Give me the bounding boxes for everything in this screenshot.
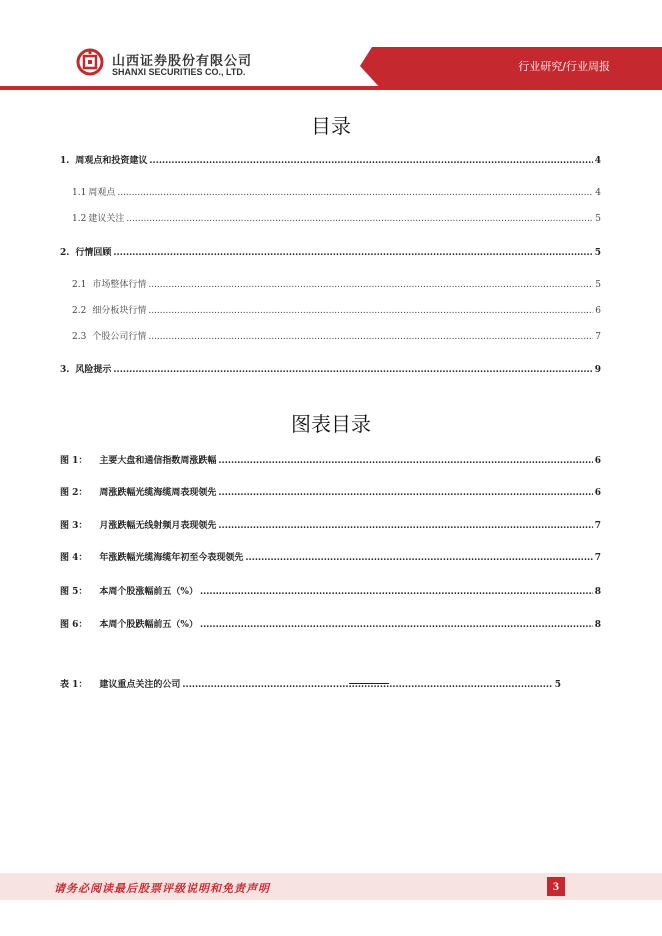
toc-item-page: 4 [595,188,601,198]
figures-title: 图表目录 [291,412,371,436]
toc-item-number: 2.2 [72,306,87,316]
figure-item-label: 周涨跌幅光缆海缆周表现领先 [99,488,217,498]
toc-item-label: 行情回顾 [75,248,112,258]
figure-item-5[interactable] [60,584,601,597]
figure-item-page: 8 [594,620,601,630]
figure-item-page: 6 [594,456,601,466]
toc-item-label: 细分板块行情 [92,306,147,316]
toc-leader [149,156,592,166]
toc-item-page: 9 [594,365,601,375]
toc-item-3[interactable] [60,362,601,375]
toc-item-number: 2.3 [72,332,87,342]
toc-item-label: 周观点 [88,188,116,198]
toc-item-label: 周观点和投资建议 [75,156,148,166]
figure-item-label: 月涨跌幅无线射频月表现领先 [99,521,217,531]
toc-item-label: 建议关注 [88,214,125,224]
figure-item-number: 图 5： [60,587,88,597]
header-band [0,0,662,90]
figure-item-number: 图 2： [60,488,88,498]
toc-item-number: 3. [60,365,70,375]
toc-leader [117,188,593,198]
toc-item-page: 5 [594,248,601,258]
toc-leader [182,680,552,690]
toc-item-2-1[interactable] [72,277,601,290]
company-name-en: SHANXI SECURITIES CO., LTD. [112,67,246,77]
toc-leader [126,214,593,224]
report-type: 行业研究/行业周报 [518,60,610,73]
table-item-page: 5 [554,680,561,690]
toc-item-2-3[interactable] [72,329,601,342]
figure-item-page: 7 [594,521,601,531]
toc-title: 目录 [311,114,351,138]
toc-leader [113,248,592,258]
toc-leader [218,488,592,498]
toc-item-label: 市场整体行情 [92,280,147,290]
figure-item-label: 年涨跌幅光缆海缆年初至今表现领先 [99,553,244,563]
table-item-label: 建议重点关注的公司 [99,680,181,690]
figure-item-label: 本周个股涨幅前五（%） [99,587,198,597]
toc-leader [218,521,592,531]
disclaimer-text[interactable]: 请务必阅读最后股票评级说明和免责声明 [54,882,270,895]
table-item-number: 表 1： [60,680,88,690]
figure-item-number: 图 4： [60,553,88,563]
toc-item-label: 个股公司行情 [92,332,147,342]
toc-item-page: 6 [595,306,601,316]
figure-item-4[interactable] [60,550,601,563]
figure-item-3[interactable] [60,518,601,531]
toc-leader [200,620,593,630]
toc-item-number: 2.1 [72,280,87,290]
toc-item-1[interactable] [60,153,601,166]
toc-leader [218,456,592,466]
toc-item-1-2[interactable] [72,211,601,224]
company-logo-icon [76,48,104,76]
figure-item-number: 图 1： [60,456,88,466]
figure-item-2[interactable] [60,485,601,498]
toc-leader [113,365,592,375]
figure-item-page: 8 [594,587,601,597]
figure-item-page: 6 [594,488,601,498]
toc-leader [148,306,593,316]
table-item-1[interactable] [60,677,561,690]
figure-item-6[interactable] [60,617,601,630]
figure-item-label: 本周个股跌幅前五（%） [99,620,198,630]
leader-dash [349,683,389,684]
toc-leader [148,332,593,342]
toc-item-page: 7 [595,332,601,342]
toc-item-page: 4 [594,156,601,166]
toc-item-number: 1.1 [72,188,87,198]
toc-item-number: 1.2 [72,214,87,224]
figure-item-number: 图 3： [60,521,88,531]
figure-item-number: 图 6： [60,620,88,630]
toc-leader [245,553,592,563]
company-name-cn: 山西证券股份有限公司 [112,54,253,69]
page-number: 3 [547,877,565,896]
figure-item-1[interactable] [60,453,601,466]
figure-item-label: 主要大盘和通信指数周涨跌幅 [99,456,217,466]
toc-item-2-2[interactable] [72,303,601,316]
toc-item-number: 2. [60,248,70,258]
toc-item-page: 5 [595,214,601,224]
toc-item-number: 1. [60,156,70,166]
toc-leader [200,587,593,597]
page-header [0,0,662,90]
toc-leader [148,280,593,290]
toc-item-2[interactable] [60,245,601,258]
toc-item-page: 5 [595,280,601,290]
toc-item-1-1[interactable] [72,185,601,198]
toc-item-label: 风险提示 [75,365,112,375]
figure-item-page: 7 [594,553,601,563]
